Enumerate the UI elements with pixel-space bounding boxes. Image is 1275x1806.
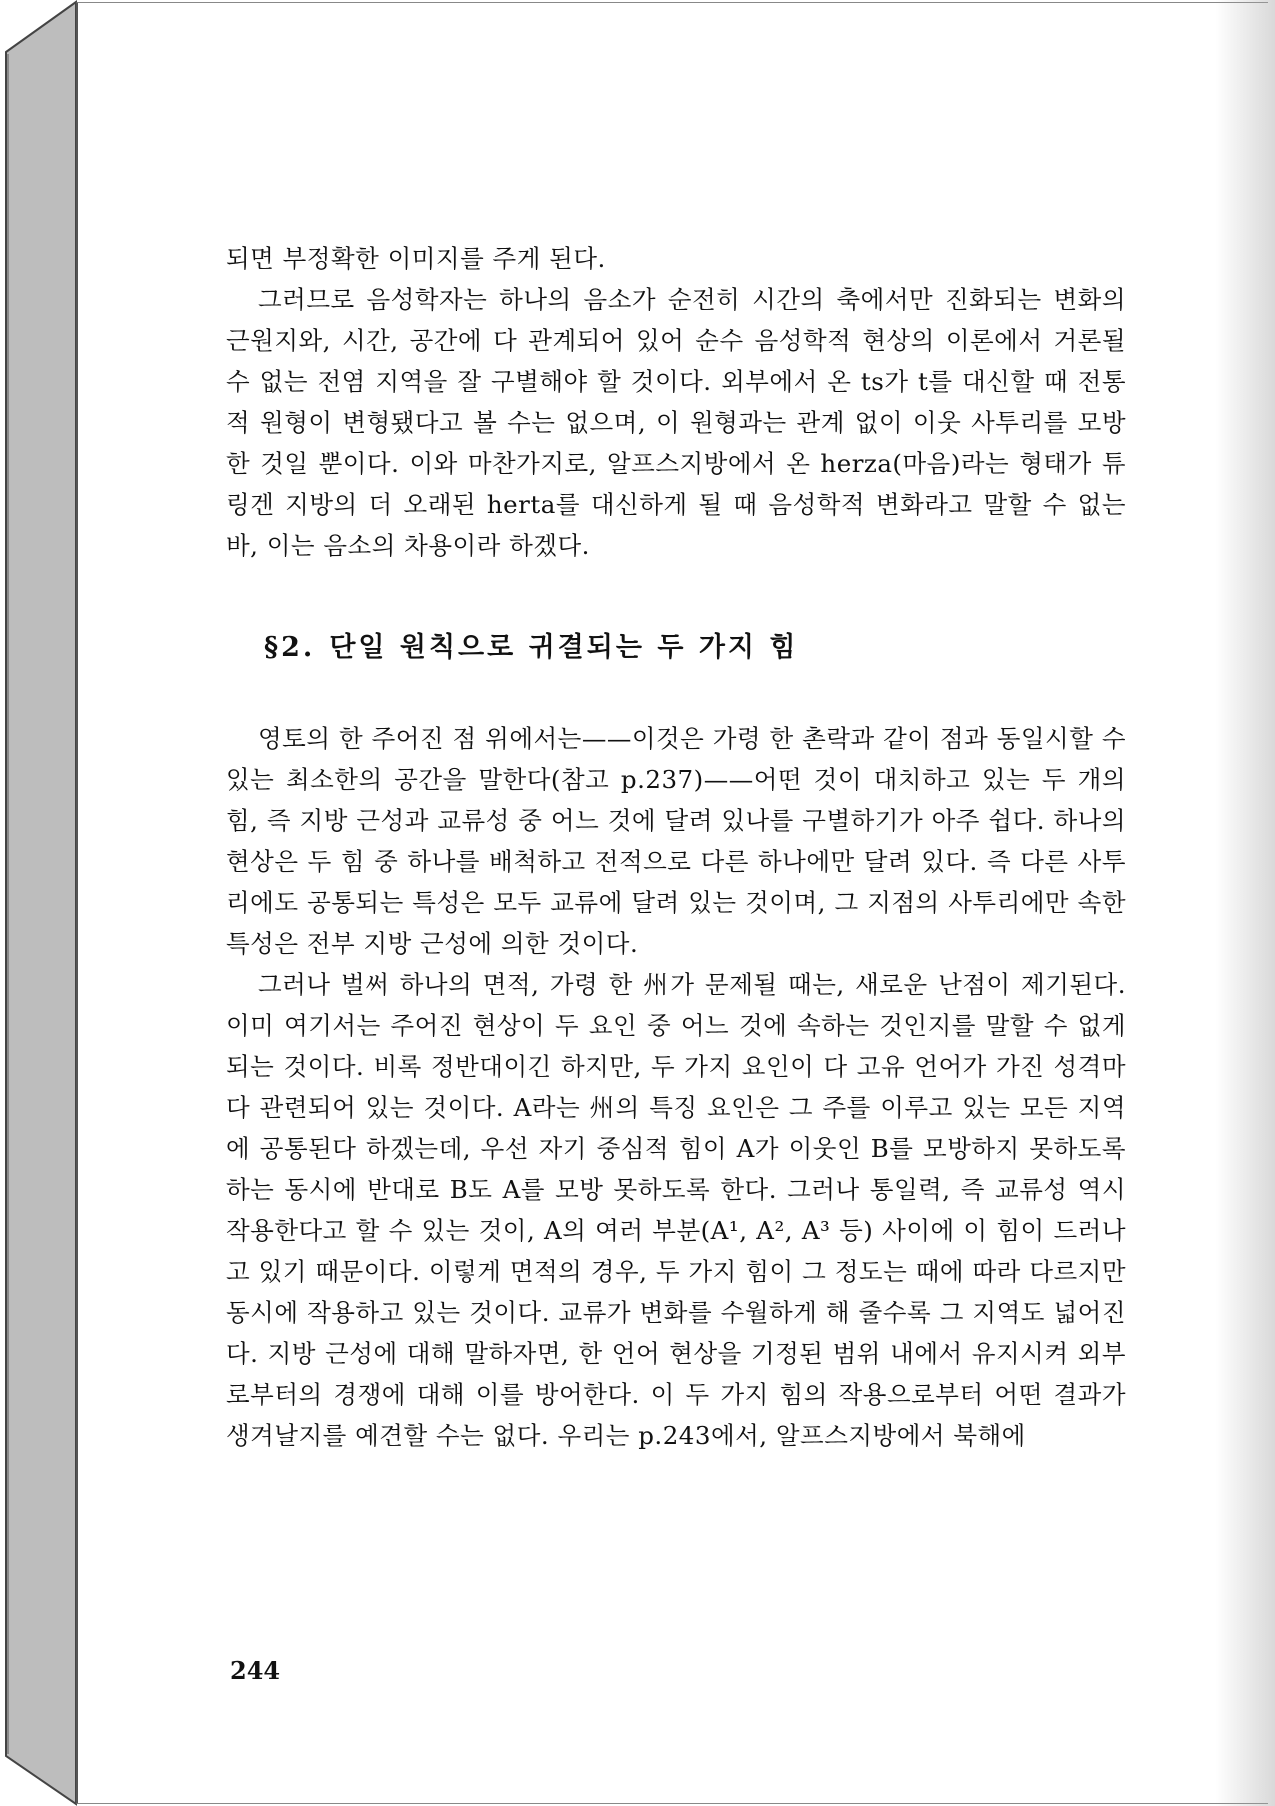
paragraph-3: 그러나 벌써 하나의 면적, 가령 한 州가 문제될 때는, 새로운 난점이 제기된다. 이미 여기서는 주어진 현상이 두 요인 중 어느 것에 속하는 것인지를 말할 수 없게 되는 것이다. 비록 정반대이긴 하지만, 두 가지 요인이 다 고유 언어가 가진 성격마다 관련되어 있는 것이다. A라는 州의 특징 요인은 그 주를 이루고 있는 모든 지역에 공통된다 하겠는데, 우선 자기 중심적 힘이 A가 이웃인 B를 모방하지 못하도록 하는 동시에 반대로 B도 A를 모방 못하도록 한다. 그러나 통일력, 즉 교류성 역시 작용한다고 할 수 있는 것이, A의 여러 부분(A¹, A², A³ 등) 사이에 이 힘이 드러나고 있기 때문이다. 이렇게 면적의 경우, 두 가지 힘이 그 정도는 때에 따라 다르지만 동시에 작용하고 있는 것이다. 교류가 변화를 수월하게 해 줄수록 그 지역도 넓어진다. 지방 근성에 대해 말하자면, 한 언어 현상을 기정된 범위 내에서 유지시켜 외부로부터의 경쟁에 대해 이를 방어한다. 이 두 가지 힘의 작용으로부터 어떤 결과가 생겨날지를 예견할 수는 없다. 우리는 p.243에서, 알프스지방에서 북해에 xyxy=(226,970,1126,1450)
paragraph-2: 영토의 한 주어진 점 위에서는——이것은 가령 한 촌락과 같이 점과 동일시할 수 있는 최소한의 공간을 말한다(참고 p.237)——어떤 것이 대치하고 있는 두 개의 힘, 즉 지방 근성과 교류성 중 어느 것에 달려 있나를 구별하기가 아주 쉽다. 하나의 현상은 두 힘 중 하나를 배척하고 전적으로 다른 하나에만 달려 있다. 즉 다른 사투리에도 공통되는 특성은 모두 교류에 달려 있는 것이며, 그 지점의 사투리에만 속한 특성은 전부 지방 근성에 의한 것이다. xyxy=(226,724,1126,958)
section-title: 단일 원칙으로 귀결되는 두 가지 힘 xyxy=(329,632,799,663)
section-heading xyxy=(264,628,1126,668)
book-edge-decoration xyxy=(0,0,78,1806)
continued-line: 되면 부정확한 이미지를 주게 된다. xyxy=(226,244,606,273)
paragraph-1: 그러므로 음성학자는 하나의 음소가 순전히 시간의 축에서만 진화되는 변화의 근원지와, 시간, 공간에 다 관계되어 있어 순수 음성학적 현상의 이론에서 거론될 수 없는 전염 지역을 잘 구별해야 할 것이다. 외부에서 온 ts가 t를 대신할 때 전통적 원형이 변형됐다고 볼 수는 없으며, 이 원형과는 관계 없이 이웃 사투리를 모방한 것일 뿐이다. 이와 마찬가지로, 알프스지방에서 온 herza(마음)라는 형태가 튜링겐 지방의 더 오래된 herta를 대신하게 될 때 음성학적 변화라고 말할 수 없는 바, 이는 음소의 차용이라 하겠다. xyxy=(226,285,1126,560)
page-number: 244 xyxy=(230,1656,281,1685)
section-number: §2. xyxy=(264,632,316,663)
page-body xyxy=(226,238,1126,1456)
